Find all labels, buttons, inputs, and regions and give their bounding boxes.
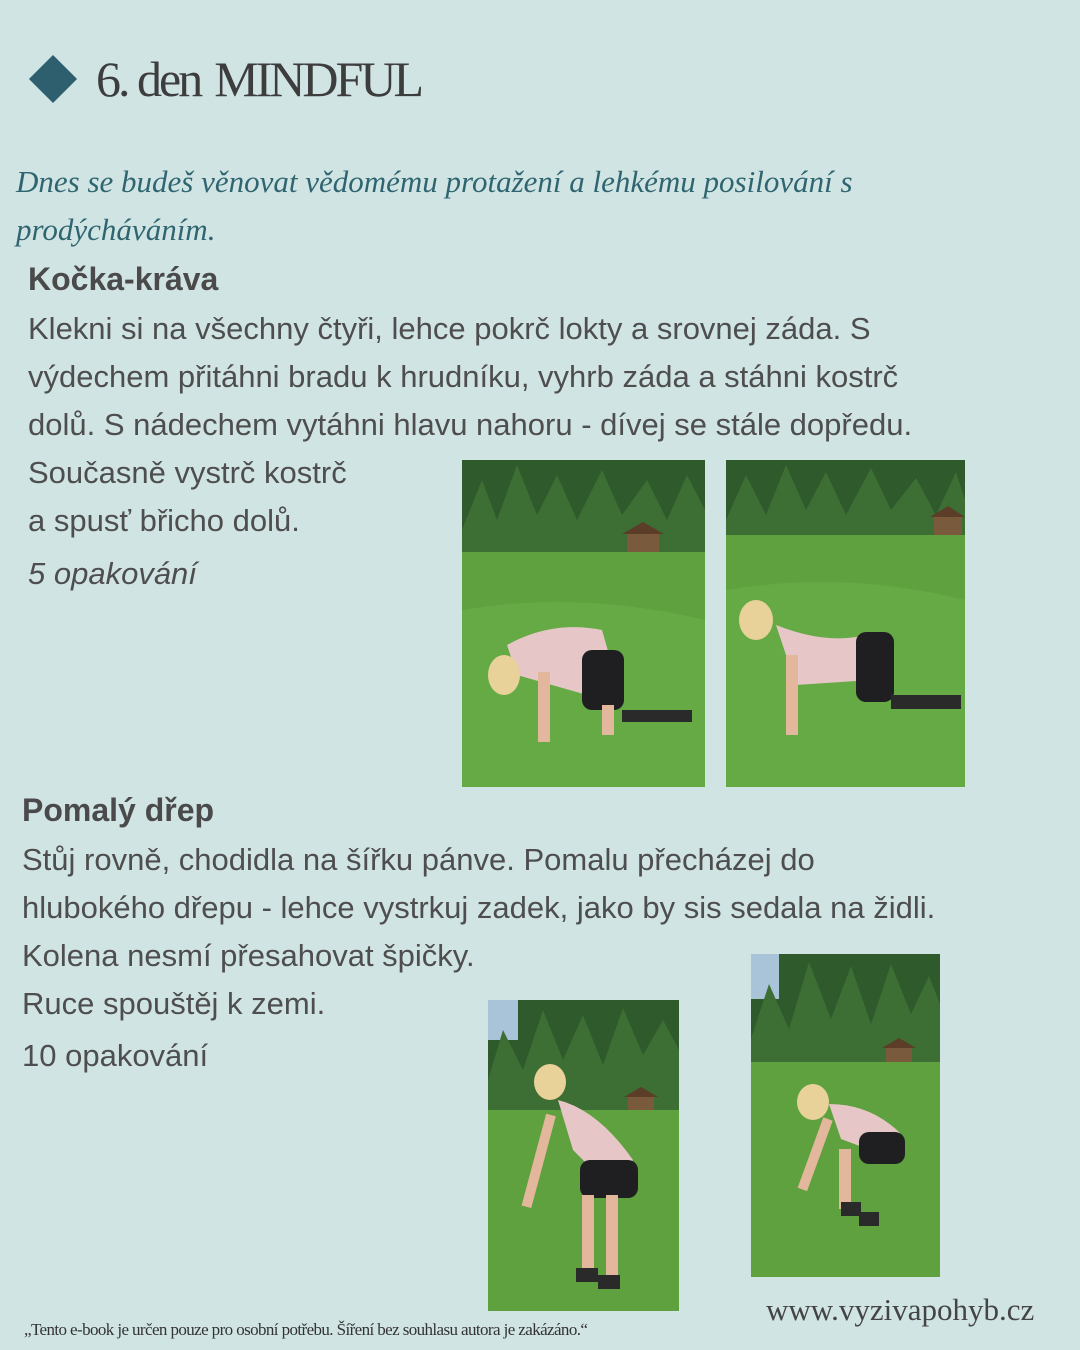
diamond-bullet-icon bbox=[29, 55, 77, 103]
intro-text: Dnes se budeš věnovat vědomému protažení a lehkému posilování s prodýcháváním. bbox=[16, 164, 853, 247]
cat-pose-photo bbox=[462, 460, 705, 787]
exercise1-line: dolů. S nádechem vytáhni hlavu nahoru - dívej se stále dopředu. bbox=[28, 407, 913, 442]
squat-photo-start bbox=[488, 1000, 679, 1311]
exercise2-title: Pomalý dřep bbox=[22, 792, 215, 828]
copyright-note: „Tento e-book je určen pouze pro osobní potřebu. Šíření bez souhlasu autora je zakázáno.“ bbox=[24, 1320, 588, 1339]
exercise1-line: výdechem přitáhni bradu k hrudníku, vyhrb záda a stáhni kostrč bbox=[28, 359, 899, 394]
exercise2-reps: 10 opakování bbox=[22, 1038, 209, 1073]
cow-pose-photo bbox=[726, 460, 965, 787]
exercise1-line: Klekni si na všechny čtyři, lehce pokrč lokty a srovnej záda. S bbox=[28, 311, 871, 346]
website-link[interactable]: www.vyzivapohyb.cz bbox=[766, 1292, 1035, 1327]
exercise1-title: Kočka-kráva bbox=[28, 261, 219, 297]
exercise2-line: Kolena nesmí přesahovat špičky. bbox=[22, 938, 475, 973]
exercise1-line: Současně vystrč kostrč bbox=[28, 455, 347, 490]
exercise1-reps: 5 opakování bbox=[28, 556, 197, 591]
exercise1-line: a spusť břicho dolů. bbox=[28, 503, 300, 538]
day-label: 6. den bbox=[96, 51, 201, 107]
theme-label: MINDFUL bbox=[214, 51, 421, 107]
exercise2-line: Stůj rovně, chodidla na šířku pánve. Pomalu přecházej do bbox=[22, 842, 815, 877]
exercise2-line: hlubokého dřepu - lehce vystrkuj zadek, jako by sis sedala na židli. bbox=[22, 890, 936, 925]
exercise2-line: Ruce spouštěj k zemi. bbox=[22, 986, 326, 1021]
page-title bbox=[96, 50, 421, 108]
squat-photo-deep bbox=[751, 954, 940, 1277]
